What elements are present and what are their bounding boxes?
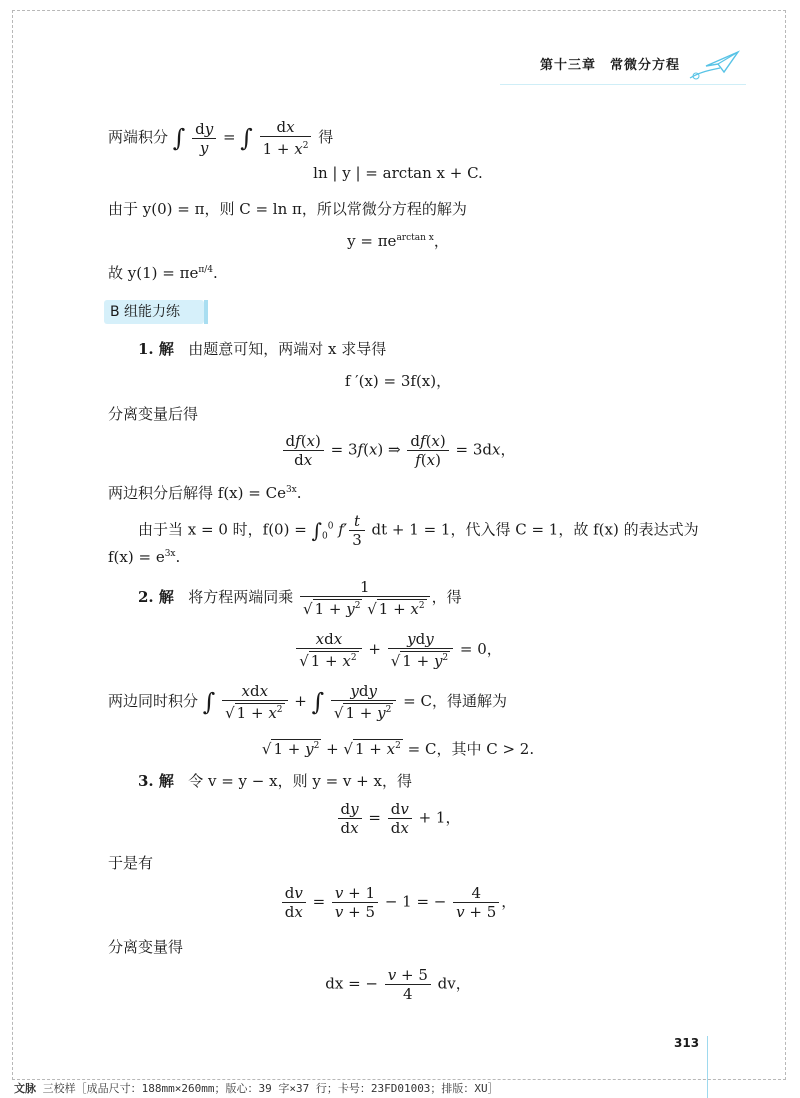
problem-3-separate: 分离变量得 <box>108 938 184 956</box>
problem-2-solution: √ $1 + y^2$ + √ $1 + x^2 = C$，其中 C > 2. <box>261 740 535 758</box>
problem-1-integrate: 两边积分后解得 $f(x) = Ce^{3x}$. <box>108 484 302 502</box>
problem-1-condition: 由于当 x = 0 时，$f(0) = \int_0^0$ f′ $\frac{t}{3}$ dt + 1 = 1，代入得 C = 1，故 f(x) 的表达式为 <box>138 512 699 549</box>
problem-1-intro: 1. 解 由题意可知，两端对 x 求导得 <box>138 340 387 358</box>
print-footer: 文脉 三校样［成品尺寸：188mm×260mm；版心：39 字×37 行；卡号：23FD01003；排版：XU］ <box>14 1082 499 1095</box>
problem-3-equation: $\frac{dv}{dx}$ = $\frac{v + 1}{v + 5}$ − 1 = − $\frac{4}{v + 5}$ ， <box>108 884 688 921</box>
header-rule <box>500 84 746 85</box>
problem-1-separate: 分离变量后得 <box>108 405 199 423</box>
problem-1-equation: f ′(x) = 3f(x)， <box>344 372 452 390</box>
text-result: 故 $y(1) = \pi e^{\pi/4}$. <box>108 264 218 282</box>
problem-1-final: $f(x) = e^{3x}$. <box>108 548 181 566</box>
problem-3-intro: 3. 解 令 v = y − x，则 y = v + x，得 <box>138 772 412 790</box>
margin-line <box>707 1036 708 1098</box>
integral-line: 两端积分 ∫ $\frac{dy}{y}$ = ∫ $\frac{dx}{1 + x^2}$ 得 <box>108 118 334 158</box>
chapter-header: 第十三章 常微分方程 <box>539 58 680 73</box>
equation-ln: ln | y | = arctan x + C. <box>313 164 483 182</box>
problem-2-equation: $\frac{\text{xdx}}{√ 1 + x^2}$ + $\frac{\text{ydy}}{√ 1 + y^2}$ = 0， <box>108 630 688 670</box>
problem-3-derivative: $\frac{dy}{dx}$ = $\frac{dv}{dx}$ + 1， <box>108 800 688 837</box>
problem-2-intro: 2. 解 将方程两端同乘 $\frac{1}{√ 1 + y^2 √ 1 + x^2}$ ，得 <box>138 578 462 618</box>
problem-1-separated-eq: $\frac{df(x)}{dx}$ = 3f(x) ⇒ $\frac{df(x)}{f(x)}$ = 3dx， <box>108 432 688 469</box>
paper-plane-icon <box>686 48 742 82</box>
problem-3-so: 于是有 <box>108 854 154 872</box>
problem-2-integrate: 两边同时积分 ∫ $\frac{\text{xdx}}{√ 1 + x^2}$ + ∫ $\frac{\text{ydy}}{√ 1 + y^2}$ = C，得通解为 <box>108 682 507 722</box>
problem-3-final: dx = − $\frac{v + 5}{4}$ dv， <box>325 966 471 1003</box>
equation-solution: $y = \pi e^{arctan x}$， <box>347 232 449 250</box>
page-number: 313 <box>674 1036 700 1050</box>
text-condition: 由于 y(0) = π，则 C = ln π，所以常微分方程的解为 <box>108 200 467 218</box>
section-badge: B 组能力练 <box>104 300 204 324</box>
